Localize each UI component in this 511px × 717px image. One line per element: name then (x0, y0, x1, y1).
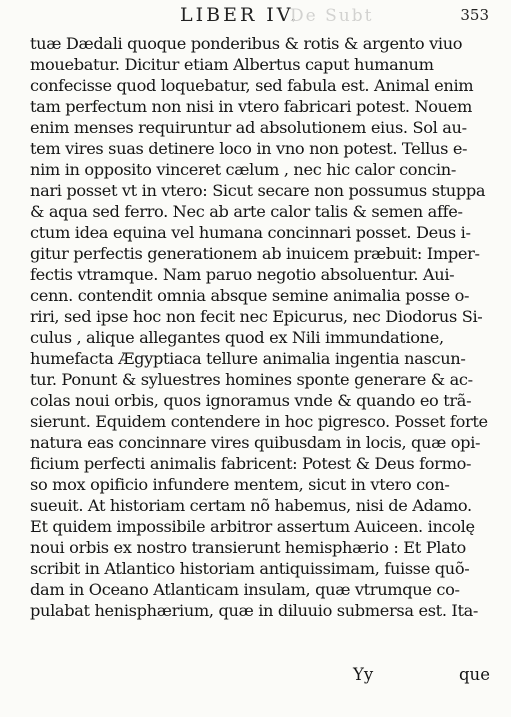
text-line-16: humefacta Ægyptiaca tellure animalia ingentia nascun- (30, 349, 466, 368)
page-footer (0, 665, 511, 689)
running-head (0, 4, 511, 28)
text-line-20: natura eas concinnare vires quibusdam in locis, quæ opi- (30, 433, 481, 452)
book-title: LIBER IV. (180, 4, 300, 26)
text-line-23: sueuit. At historiam certam nõ habemus, nisi de Adamo. (30, 496, 472, 515)
text-line-12: fectis vtramque. Nam paruo negotio absoluentur. Aui- (30, 265, 455, 284)
text-line-22: so mox opificio infundere mentem, sicut in vtero con- (30, 475, 450, 494)
text-line-28: pulabat henisphærium, quæ in diluuio submersa est. Ita- (30, 601, 479, 620)
text-line-18: colas noui orbis, quos ignoramus vnde & quando eo trã- (30, 391, 472, 410)
text-line-11: gitur perfectis generationem ab inuicem præbuit: Imper- (30, 244, 480, 263)
show-through-text: De Subt (290, 6, 374, 26)
text-line-15: culus , alique allegantes quod ex Nili immundatione, (30, 328, 444, 347)
text-line-7: nim in opposito vinceret cælum , nec hic calor concin- (30, 160, 457, 179)
text-line-3: confecisse quod loquebatur, sed fabula est. Animal enim (30, 76, 474, 95)
text-line-27: dam in Oceano Atlanticam insulam, quæ vtrumque co- (30, 580, 460, 599)
body-text (30, 33, 500, 621)
text-line-24: Et quidem impossibile arbitror assertum Auiceen. incolę (30, 517, 475, 536)
text-line-17: tur. Ponunt & syluestres homines sponte generare & ac- (30, 370, 473, 389)
text-line-19: sierunt. Equidem contendere in hoc pigresco. Posset forte (30, 412, 488, 431)
text-line-26: scribit in Atlantico historiam antiquissimam, fuisse quõ- (30, 559, 470, 578)
signature-mark: Yy (353, 665, 374, 684)
text-line-21: ficium perfecti animalis fabricent: Potest & Deus formo- (30, 454, 472, 473)
text-line-14: riri, sed ipse hoc non fecit nec Epicurus, nec Diodorus Si- (30, 307, 483, 326)
text-line-5: enim menses requiruntur ad absolutionem eius. Sol au- (30, 118, 467, 137)
text-line-6: tem vires suas detinere loco in vno non potest. Tellus e- (30, 139, 468, 158)
text-line-4: tam perfectum non nisi in vtero fabricari potest. Nouem (30, 97, 472, 116)
text-line-1: tuæ Dædali quoque ponderibus & rotis & argento viuo (30, 34, 463, 53)
text-line-25: noui orbis ex nostro transierunt hemisphærio : Et Plato (30, 538, 466, 557)
text-line-9: & aqua sed ferro. Nec ab arte calor talis & semen affe- (30, 202, 463, 221)
page-number: 353 (460, 6, 489, 24)
text-line-13: cenn. contendit omnia absque semine animalia posse o- (30, 286, 470, 305)
text-line-8: nari posset vt in vtero: Sicut secare non possumus stuppa (30, 181, 486, 200)
catchword: que (459, 665, 490, 684)
text-line-2: mouebatur. Dicitur etiam Albertus caput humanum (30, 55, 434, 74)
text-line-10: ctum idea equina vel humana concinnari posset. Deus i- (30, 223, 471, 242)
